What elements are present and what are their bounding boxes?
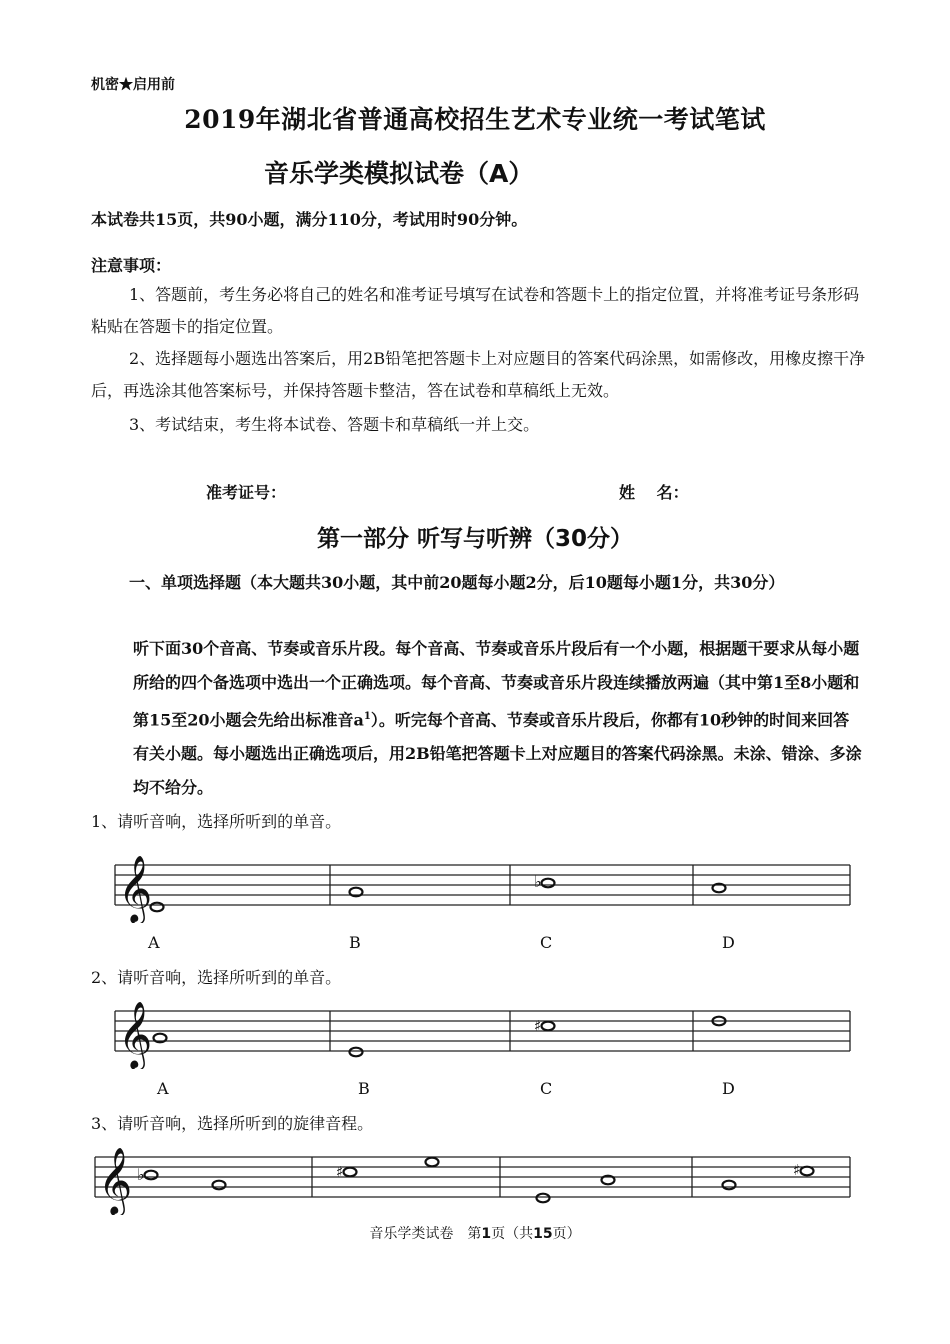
interval-b-note-2 (426, 1158, 439, 1167)
notice-item-2: 2、选择题每小题选出答案后，用2B铅笔把答题卡上对应题目的答案代码涂黑，如需修改，用橡皮擦干净后，再选涂其他答案标号，并保持答题卡整洁，答在试卷和草稿纸上无效。 (91, 349, 866, 400)
q2-option-b[interactable]: B (358, 1079, 370, 1098)
note-c (542, 1022, 555, 1031)
page-footer (0, 1223, 950, 1243)
footer-total-pages: 15 (533, 1226, 553, 1242)
instructions-superscript: 1 (363, 711, 371, 722)
interval-b-note-1 (344, 1168, 357, 1177)
flat-icon: ♭ (534, 872, 542, 891)
q1-option-c[interactable]: C (540, 933, 553, 952)
exam-title: 2019年湖北省普通高校招生艺术专业统一考试笔试 (184, 105, 766, 134)
question-1-text: 1、请听音响，选择所听到的单音。 (91, 812, 342, 831)
interval-d-note-1 (723, 1181, 736, 1190)
confidential-label: 机密★启用前 (91, 77, 175, 93)
notice-heading: 注意事项： (91, 256, 172, 275)
question-2-staff (110, 994, 855, 1069)
sharp-icon: ♯ (534, 1017, 542, 1035)
q2-option-d[interactable]: D (722, 1079, 735, 1098)
note-b (350, 1048, 363, 1057)
footer-prefix: 音乐学类试卷 第 (369, 1226, 482, 1242)
instructions-text-a: 听下面30个音高、节奏或音乐片段。每个音高、节奏或音乐片段后有一个小题，根据题干要求从每小题所给的四个备选项中选出一个正确选项。每个音高、节奏或音乐片段连续播放两遍（其中第1至8小题和第15至20小题会先给出标准音a (133, 639, 860, 730)
flat-icon: ♭ (137, 1165, 145, 1184)
footer-suffix: 页） (552, 1226, 581, 1242)
section-heading: 一、单项选择题（本大题共30小题，其中前20题每小题2分，后10题每小题1分，共30分） (129, 573, 785, 592)
notice-item-1: 1、答题前，考生务必将自己的姓名和准考证号填写在试卷和答题卡上的指定位置，并将准考证号条形码粘贴在答题卡的指定位置。 (91, 285, 860, 336)
treble-clef-icon: 𝄞 (98, 1146, 133, 1214)
question-3-text: 3、请听音响，选择所听到的旋律音程。 (91, 1114, 374, 1133)
sharp-icon: ♯ (793, 1161, 801, 1179)
interval-c-note-1 (537, 1194, 550, 1203)
exam-id-label: 准考证号： (206, 483, 287, 502)
part1-title: 第一部分 听写与听辨（30分） (316, 526, 633, 552)
treble-clef-icon: 𝄞 (118, 1000, 153, 1068)
sharp-icon: ♯ (336, 1163, 344, 1181)
footer-page-number: 1 (481, 1226, 492, 1242)
q1-option-b[interactable]: B (349, 933, 361, 952)
question-3-staff (90, 1140, 855, 1215)
interval-a-note-2 (213, 1181, 226, 1190)
q2-option-c[interactable]: C (540, 1079, 553, 1098)
q1-option-a[interactable]: A (148, 933, 160, 952)
q1-option-d[interactable]: D (722, 933, 735, 952)
listening-instructions (133, 632, 863, 805)
exam-summary: 本试卷共15页，共90小题，满分110分，考试用时90分钟。 (91, 210, 528, 229)
name-label: 姓 名： (619, 483, 689, 502)
interval-a-note-1 (145, 1171, 158, 1180)
treble-clef-icon: 𝄞 (118, 854, 153, 922)
exam-subtitle: 音乐学类模拟试卷（A） (264, 159, 534, 188)
interval-d-note-2 (801, 1167, 814, 1176)
note-a (151, 903, 164, 912)
q2-option-a[interactable]: A (157, 1079, 169, 1098)
footer-middle: 页（共 (491, 1226, 534, 1242)
notice-item-3: 3、考试结束，考生将本试卷、答题卡和草稿纸一并上交。 (129, 415, 540, 434)
question-2-text: 2、请听音响，选择所听到的单音。 (91, 968, 342, 987)
question-1-staff (110, 848, 855, 923)
note-c (542, 879, 555, 888)
instructions-text-b: ）。听完每个音高、节奏或音乐片段后，你都有10秒钟的时间来回答有关小题。每小题选出正确选项后，用2B铅笔把答题卡上对应题目的答案代码涂黑。未涂、错涂、多涂均不给分。 (133, 710, 862, 798)
